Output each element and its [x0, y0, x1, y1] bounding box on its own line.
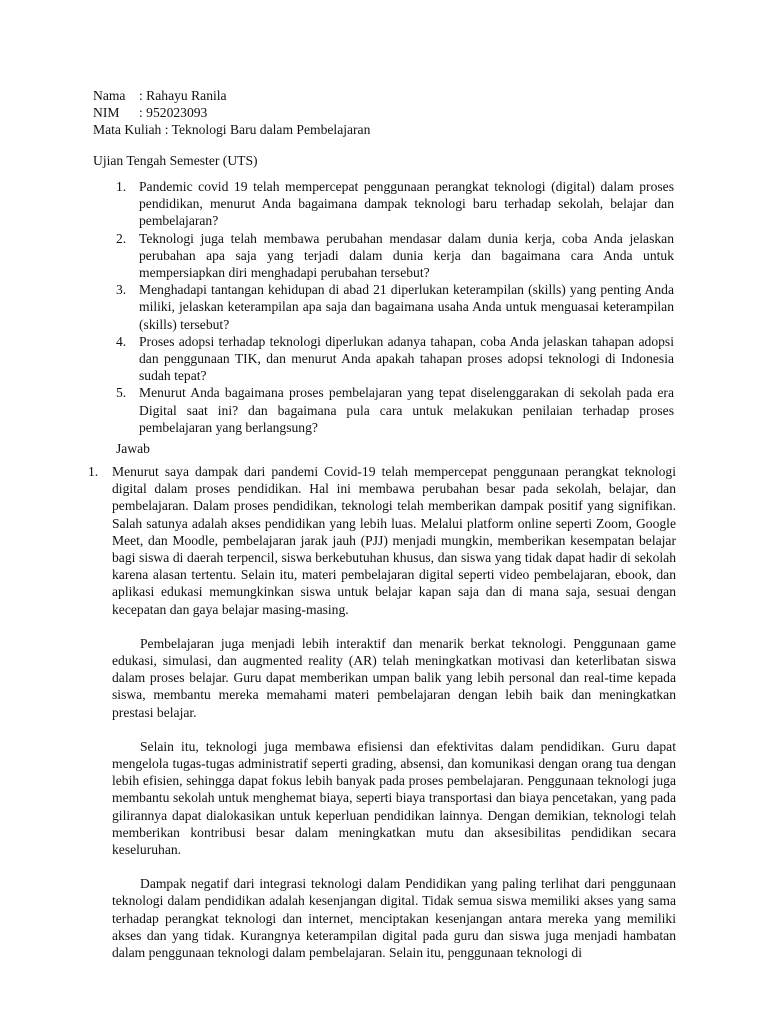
answer-list [88, 463, 676, 978]
question-text: Proses adopsi terhadap teknologi diperlukan adanya tahapan, coba Anda jelaskan tahapan adopsi dan penggunaan TIK, dan menurut Anda apakah tahapan proses adopsi teknologi di Indonesia sudah tepat? [139, 333, 674, 384]
answer-item [88, 463, 676, 978]
question-item [116, 384, 674, 436]
nim-value: : 952023093 [139, 105, 208, 121]
answer-number: 1. [88, 464, 99, 479]
question-item [116, 230, 674, 282]
nim-line [93, 104, 370, 121]
question-number: 3. [116, 282, 127, 298]
answer-paragraph: Menurut saya dampak dari pandemi Covid-19 telah mempercepat penggunaan perangkat teknologi digital dalam proses pendidikan. Hal ini membawa perubahan besar pada sekolah, belajar, dan pembelajaran. Dalam proses pendidikan, teknologi telah memberikan dampak positif yang signifikan. Salah satunya adalah akses pendidikan yang lebih luas. Melalui platform online seperti Zoom, Google Meet, dan Moodle, pembelajaran jarak jauh (PJJ) menjadi mungkin, memberikan kesempatan belajar bagi siswa di daerah terpencil, siswa berkebutuhan khusus, dan siswa yang tidak dapat hadir di sekolah karena alasan tertentu. Selain itu, materi pembelajaran digital seperti video pembelajaran, ebook, dan aplikasi edukasi memungkinkan siswa untuk belajar kapan saja dan di mana saja, sesuai dengan kecepatan dan gaya belajar masing-masing. [112, 464, 676, 617]
question-item [116, 281, 674, 333]
question-text: Teknologi juga telah membawa perubahan mendasar dalam dunia kerja, coba Anda jelaskan perubahan apa saja yang terjadi dalam dunia kerja dan bagaimana cara Anda untuk mempersiapkan diri menghadapi perubahan tersebut? [139, 230, 674, 281]
answer-paragraph: Selain itu, teknologi juga membawa efisiensi dan efektivitas dalam pendidikan. Guru dapat mengelola tugas-tugas administratif seperti grading, absensi, dan komunikasi dengan orang tua dengan lebih efisien, sehingga dapat fokus lebih banyak pada proses pembelajaran. Penggunaan teknologi juga membantu sekolah untuk menghemat biaya, seperti biaya transportasi dan biaya pencetakan, yang pada gilirannya dapat dialokasikan untuk keperluan pendidikan lainnya. Dengan demikian, teknologi telah memberikan kontribusi besar dalam meningkatkan mutu dan aksesibilitas pendidikan secara keseluruhan. [112, 738, 676, 858]
course-line: Mata Kuliah : Teknologi Baru dalam Pembelajaran [93, 122, 371, 138]
nim-label: NIM [93, 105, 120, 121]
answer-heading: Jawab [116, 441, 150, 456]
question-text: Menghadapi tantangan kehidupan di abad 21 diperlukan keterampilan (skills) yang penting Anda miliki, jelaskan keterampilan apa saja dan bagaimana usaha Anda untuk menguasai keterampilan (skills) tersebut? [139, 282, 674, 332]
answer-paragraph: Pembelajaran juga menjadi lebih interaktif dan menarik berkat teknologi. Penggunaan game edukasi, simulasi, dan augmented reality (AR) telah meningkatkan motivasi dan keterlibatan siswa dalam proses belajar. Guru dapat memberikan umpan balik yang lebih personal dan real-time kepada siswa, membantu mereka memahami materi pembelajaran dengan lebih baik dan meningkatkan prestasi belajar. [112, 635, 676, 720]
answer-paragraph: Dampak negatif dari integrasi teknologi dalam Pendidikan yang paling terlihat dari penggunaan teknologi dalam pendidikan adalah kesenjangan digital. Tidak semua siswa memiliki akses yang sama terhadap perangkat teknologi dan internet, menciptakan kesenjangan antara mereka yang memiliki akses dan yang tidak. Kurangnya keterampilan digital pada guru dan siswa juga menjadi hambatan dalam penggunaan teknologi dalam pembelajaran. Selain itu, penggunaan teknologi di [112, 876, 676, 961]
question-text: Menurut Anda bagaimana proses pembelajaran yang tepat diselenggarakan di sekolah pada era Digital saat ini? dan bagaimana pula cara untuk melakukan penilaian terhadap proses pembelajaran yang berlangsung? [139, 385, 674, 435]
name-line [93, 87, 370, 104]
answer-body [112, 463, 676, 978]
student-header [93, 87, 370, 139]
question-item [116, 333, 674, 385]
name-value: : Rahayu Ranila [139, 88, 227, 103]
question-text: Pandemic covid 19 telah mempercepat penggunaan perangkat teknologi (digital) dalam proses pendidikan, menurut Anda bagaimana dampak teknologi baru terhadap sekolah, belajar dan pembelajaran? [139, 179, 674, 229]
exam-title: Ujian Tengah Semester (UTS) [93, 153, 258, 168]
question-number: 1. [116, 179, 127, 194]
question-item [116, 178, 674, 230]
question-number: 4. [116, 333, 127, 349]
question-number: 5. [116, 385, 127, 401]
name-label: Nama [93, 88, 126, 103]
question-list [116, 178, 674, 436]
question-number: 2. [116, 230, 127, 246]
